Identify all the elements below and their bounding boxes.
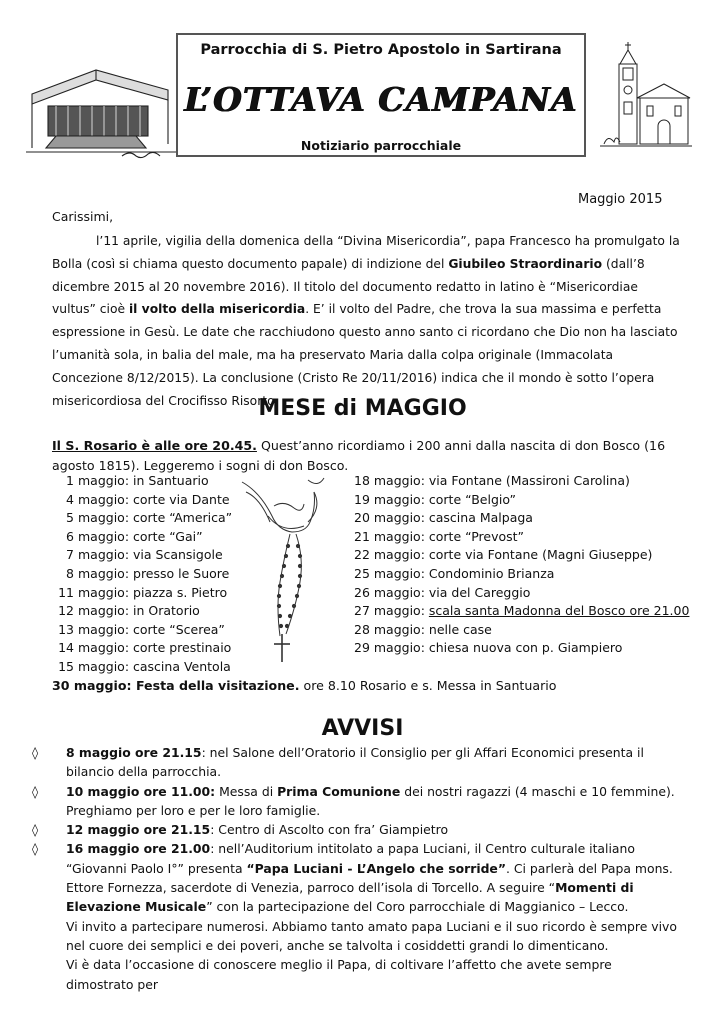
list-item: 1 maggio: in Santuario [66,473,209,488]
building-sketch-illustration [26,56,176,160]
list-item: 8 maggio: presso le Suore [66,565,230,581]
church-bell-tower-illustration [598,40,692,158]
diamond-bullet-icon: ◊ [32,745,39,760]
list-item: 11 maggio: piazza s. Pietro [58,584,228,600]
list-item: 28 maggio: nelle case [354,621,492,637]
diamond-bullet-icon: ◊ [32,783,39,799]
avviso-paragraph: Vi invito a partecipare numerosi. Abbiamo tanto amato papa Luciani e il suo ricordo è sempre vivo nel cuore dei semplici e dei poveri, anche se talvolta i cosiddetti grandi lo dimenticano. [66,918,677,953]
list-item: 29 maggio: chiesa nuova con p. Giampiero [354,640,623,656]
list-item: ◊ 8 maggio ore 21.15: nel Salone dell’Oratorio il Consiglio per gli Affari Economici presenta il bilancio della parrocchia. [32,745,644,780]
avviso-paragraph: Vi è data l’occasione di conoscere meglio il Papa, di coltivare l’affetto che avete sempre dimostrato per [66,957,612,992]
list-item: 18 maggio: via Fontane (Massironi Carolina) [354,473,630,488]
praying-hands-rosary-illustration [238,476,334,666]
avvisi-heading: AVVISI [321,716,404,741]
list-item: 15 maggio: cascina Ventola [58,658,231,674]
list-item: 21 maggio: corte “Prevost” [354,528,525,544]
list-item: ◊ 16 maggio ore 21.00: nell’Auditorium intitolato a papa Luciani, il Centro culturale italiano “Giovanni Paolo I°” presenta “Papa Luciani - L’Angelo che sorride”. Ci parlerà del Papa mons. Ettore Fornezza, sacerdote di Venezia, parroco dell’isola di Torcello. A seguire “Momenti di Elevazione Musicale” con la partecipazione del Coro parrocchiale di Maggianico – Lecco. Vi invito a partecipare numerosi. Abbiamo tanto amato papa Luciani e il suo ricordo è sempre vivo nel cuore dei semplici e dei poveri, anche se talvolta i cosiddetti grandi lo dimenticano. Vi è data l’occasione di conoscere meglio il Papa, di coltivare l’affetto che avete sempre dimostrato per [0,839,725,993]
list-item: 25 maggio: Condominio Brianza [354,565,555,581]
list-item: 19 maggio: corte “Belgio” [354,491,517,507]
diamond-bullet-icon: ◊ [32,841,39,857]
issue-date: Maggio 2015 [578,192,663,207]
list-item: 6 maggio: corte “Gai” [66,528,203,544]
list-item: 12 maggio: in Oratorio [58,603,200,619]
list-item: 7 maggio: via Scansigole [66,547,223,563]
avvisi-list [0,743,725,994]
festa-visitazione: 30 maggio: Festa della visitazione. ore 8.10 Rosario e s. Messa in Santuario [52,678,557,693]
parish-name: Parrocchia di S. Pietro Apostolo in Sartirana [200,42,562,58]
diamond-bullet-icon: ◊ [32,822,39,838]
salutation: Carissimi, [52,209,114,224]
list-item: 13 maggio: corte “Scerea” [58,621,225,637]
list-item: ◊ 10 maggio ore 11.00: Messa di Prima Comunione dei nostri ragazzi (4 maschi e 10 femmine). Preghiamo per loro e per le loro famiglie. [32,783,675,818]
list-item: 20 maggio: cascina Malpaga [354,510,533,526]
newsletter-subtitle: Notiziario parrocchiale [300,138,462,153]
list-item: 27 maggio: scala santa Madonna del Bosco ore 21.00 [354,603,690,619]
rosary-schedule-right [354,472,694,658]
newsletter-title: L’OTTAVA CAMPANA [184,80,578,119]
list-item: 5 maggio: corte “America” [66,510,233,526]
list-item: 26 maggio: via del Careggio [354,584,531,600]
list-item: 22 maggio: corte via Fontane (Magni Giuseppe) [354,547,653,563]
rosary-intro: Il S. Rosario è alle ore 20.45. Quest’anno ricordiamo i 200 anni dalla nascita di don Bosco (16 agosto 1815). Leggeremo i sogni di don Bosco. [52,438,666,473]
list-item: ◊ 12 maggio ore 21.15: Centro di Ascolto con fra’ Giampietro [0,820,725,839]
intro-paragraph: l’11 aprile, vigilia della domenica della “Divina Misericordia”, papa Francesco ha promulgato la Bolla (così si chiama questo documento papale) di indizione del Giubileo Straordinario (dall’8 dicembre 2015 al 20 novembre 2016). Il titolo del documento redatto in latino è “Misericordiae vultus” cioè il volto della misericordia. E’ il volto del Padre, che trova la sua massima e perfetta espressione in Gesù. Le date che racchiudono questo anno santo ci ricordano che Dio non ha lasciato l’umanità sola, in balia del male, ma ha preservato Maria dalla colpa originale (Immacolata Concezione 8/12/2015). La conclusione (Cristo Re 20/11/2016) indica che il mondo è sotto l’opera misericordiosa del Crocifisso Risorto. [52,234,680,408]
maggio-heading: MESE di MAGGIO [258,396,467,421]
list-item: 14 maggio: corte prestinaio [58,640,232,656]
list-item: 4 maggio: corte via Dante [66,491,230,507]
